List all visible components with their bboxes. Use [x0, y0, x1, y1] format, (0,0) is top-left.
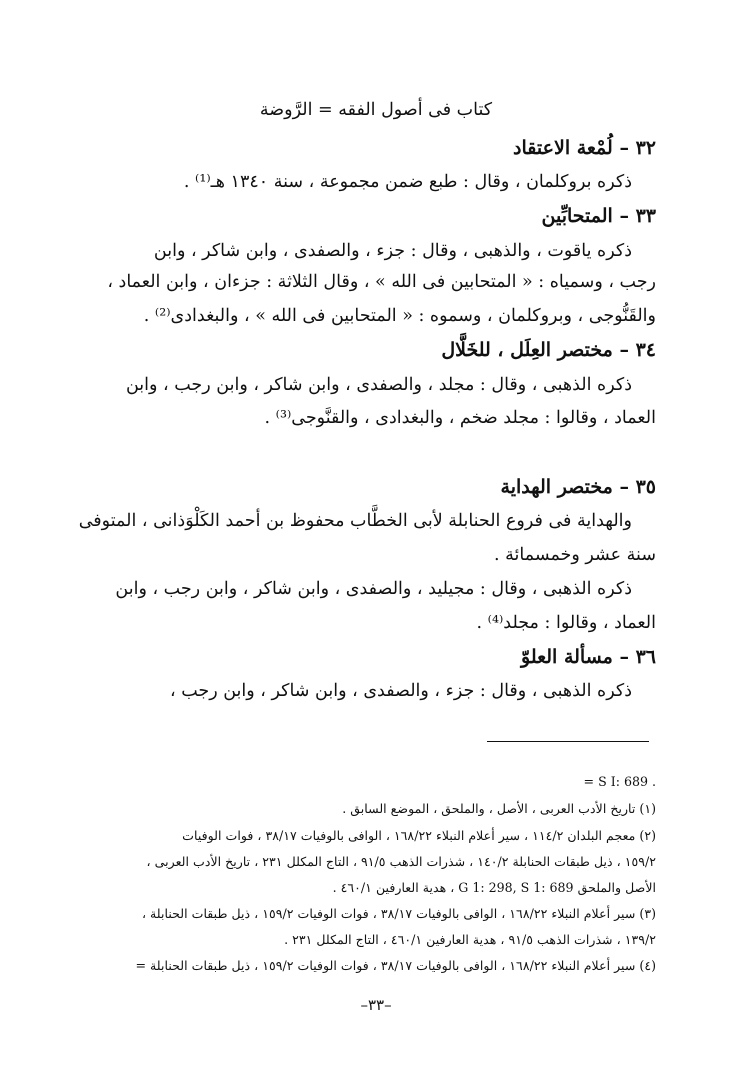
footnote-separator	[487, 741, 649, 742]
footnote-4: (٤) سير أعلام النبلاء ١٦٨/٢٢ ، الوافى بالوفيات ٣٨/١٧ ، فوات الوفيات ١٥٩/٢ ، ذيل طبقات الحنابلة =	[135, 958, 656, 973]
entry-36-heading: ٣٦ – مسألة العلوّ	[521, 646, 656, 668]
page-number: –٣٣–	[360, 996, 392, 1014]
footnote-continuation: = S I: 689 .	[583, 774, 656, 789]
entry-34-text-line1: ذكره الذهبى ، وقال : مجلد ، والصفدى ، وابن شاكر ، وابن رجب ، وابن	[125, 375, 632, 395]
entry-33-text-line2: رجب ، وسمياه : « المتحابين فى الله » ، وقال الثلاثة : جزءان ، وابن العماد ،	[107, 272, 656, 292]
entry-32-text: ذكره بروكلمان ، وقال : طبع ضمن مجموعة ، سنة ١٣٤٠ هـ⁽¹⁾ .	[183, 172, 632, 192]
entry-33-heading: ٣٣ – المتحابِّين	[541, 205, 656, 227]
entry-34-heading: ٣٤ – مختصر العِلَل ، للخَلَّال	[441, 339, 656, 361]
entry-35-text-line3: ذكره الذهبى ، وقال : مجيليد ، والصفدى ، وابن شاكر ، وابن رجب ، وابن	[115, 579, 632, 599]
entry-33-text-line3: والقَنُّوجى ، وبروكلمان ، وسموه : « المتحابين فى الله » ، والبغدادى⁽²⁾ .	[143, 306, 656, 326]
footnote-3-line1: (٣) سير أعلام النبلاء ١٦٨/٢٢ ، الوافى بالوفيات ٣٨/١٧ ، فوات الوفيات ١٥٩/٢ ، ذيل طبقات الحنابلة ،	[141, 906, 656, 921]
entry-32-heading: ٣٢ – لُمْعة الاعتقاد	[513, 137, 656, 159]
footnote-2-line2: ١٥٩/٢ ، ذيل طبقات الحنابلة ١٤٠/٢ ، شذرات الذهب ٩١/٥ ، التاج المكلل ٢٣١ ، تاريخ الأدب العربى ،	[146, 854, 656, 869]
section-title: كتاب فى أصول الفقه = الرَّوضة	[259, 100, 493, 120]
footnote-2-line1: (٢) معجم البلدان ١١٤/٢ ، سير أعلام النبلاء ١٦٨/٢٢ ، الوافى بالوفيات ٣٨/١٧ ، فوات الوفيات	[182, 828, 656, 843]
entry-35-text-line1: والهداية فى فروع الحنابلة لأبى الخطَّاب محفوظ بن أحمد الكَلْوَذانى ، المتوفى	[78, 511, 632, 531]
footnote-1: (١) تاريخ الأدب العربى ، الأصل ، والملحق ، الموضع السابق .	[342, 801, 656, 816]
footnote-2-line3: الأصل والملحق G 1: 298, S 1: 689 ، هدية العارفين ٤٦٠/١ .	[332, 880, 656, 895]
entry-34-text-line2: العماد ، وقالوا : مجلد ضخم ، والبغدادى ، والقنَّوجى⁽³⁾ .	[264, 408, 656, 428]
footnote-3-line2: ١٣٩/٢ ، شذرات الذهب ٩١/٥ ، هدية العارفين ٤٦٠/١ ، التاج المكلل ٢٣١ .	[284, 932, 656, 947]
entry-35-heading: ٣٥ – مختصر الهداية	[500, 476, 656, 498]
entry-36-text-line1: ذكره الذهبى ، وقال : جزء ، والصفدى ، وابن شاكر ، وابن رجب ،	[169, 681, 632, 701]
entry-35-text-line2: سنة عشر وخمسمائة .	[494, 545, 656, 565]
entry-33-text-line1: ذكره ياقوت ، والذهبى ، وقال : جزء ، والصفدى ، وابن شاكر ، وابن	[153, 241, 632, 261]
entry-35-text-line4: العماد ، وقالوا : مجلد⁽⁴⁾ .	[476, 613, 656, 633]
